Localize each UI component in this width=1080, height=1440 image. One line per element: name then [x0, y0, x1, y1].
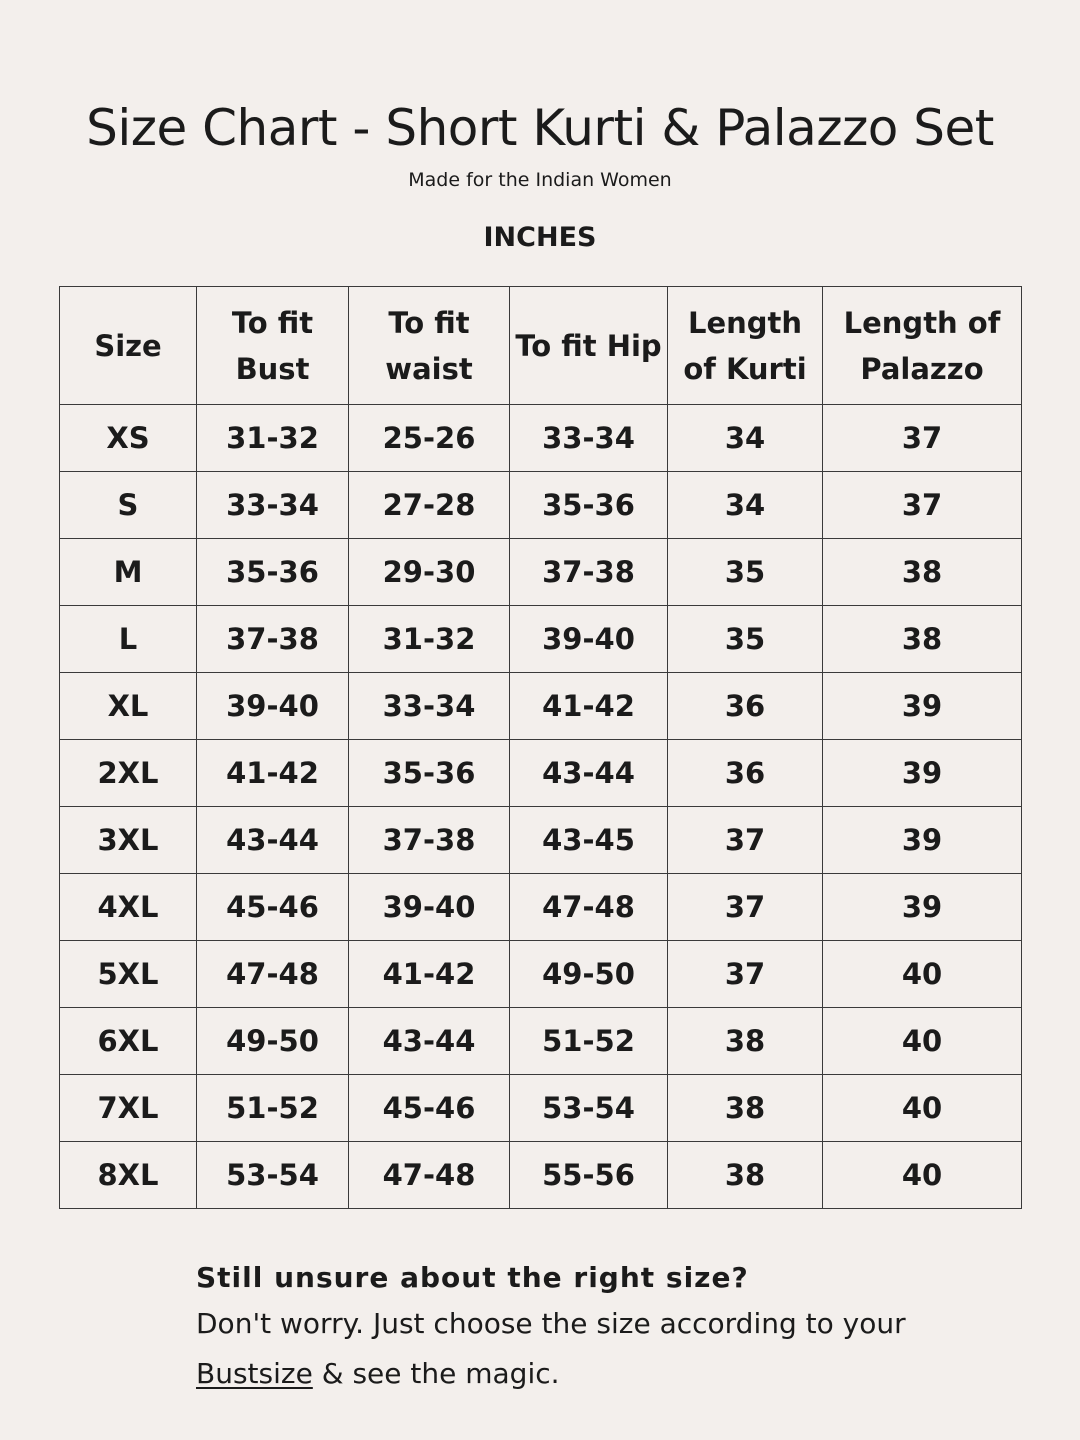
cell-kurti-length: 35 — [668, 606, 823, 673]
cell-palazzo-length: 39 — [823, 807, 1022, 874]
column-header-kurti-length: Length of Kurti — [668, 287, 823, 405]
size-help-note — [196, 1258, 1016, 1398]
cell-waist: 39-40 — [349, 874, 510, 941]
table-row — [60, 1142, 1022, 1209]
cell-waist: 33-34 — [349, 673, 510, 740]
cell-bust: 41-42 — [197, 740, 349, 807]
table-row — [60, 807, 1022, 874]
header-row — [60, 287, 1022, 405]
cell-bust: 39-40 — [197, 673, 349, 740]
table-row — [60, 740, 1022, 807]
cell-kurti-length: 38 — [668, 1008, 823, 1075]
cell-palazzo-length: 40 — [823, 1142, 1022, 1209]
column-header-size: Size — [60, 287, 197, 405]
cell-hip: 47-48 — [510, 874, 668, 941]
cell-size: XS — [60, 405, 197, 472]
cell-palazzo-length: 40 — [823, 1075, 1022, 1142]
table-row — [60, 673, 1022, 740]
cell-palazzo-length: 39 — [823, 673, 1022, 740]
cell-size: 6XL — [60, 1008, 197, 1075]
cell-kurti-length: 38 — [668, 1142, 823, 1209]
cell-hip: 43-44 — [510, 740, 668, 807]
column-header-bust: To fit Bust — [197, 287, 349, 405]
cell-kurti-length: 34 — [668, 472, 823, 539]
cell-hip: 55-56 — [510, 1142, 668, 1209]
cell-palazzo-length: 37 — [823, 405, 1022, 472]
cell-palazzo-length: 40 — [823, 941, 1022, 1008]
cell-waist: 47-48 — [349, 1142, 510, 1209]
table-body — [60, 405, 1022, 1209]
column-header-palazzo-length: Length of Palazzo — [823, 287, 1022, 405]
cell-bust: 37-38 — [197, 606, 349, 673]
table-row — [60, 405, 1022, 472]
bustsize-link[interactable]: Bustsize — [196, 1357, 313, 1390]
cell-bust: 53-54 — [197, 1142, 349, 1209]
table-row — [60, 539, 1022, 606]
cell-hip: 49-50 — [510, 941, 668, 1008]
cell-size: 3XL — [60, 807, 197, 874]
cell-kurti-length: 37 — [668, 874, 823, 941]
help-text-line-2 — [196, 1350, 1016, 1398]
cell-size: S — [60, 472, 197, 539]
cell-kurti-length: 37 — [668, 941, 823, 1008]
table-row — [60, 606, 1022, 673]
cell-size: L — [60, 606, 197, 673]
help-text-rest: & see the magic. — [312, 1357, 560, 1390]
unit-label: INCHES — [483, 222, 597, 253]
cell-kurti-length: 36 — [668, 673, 823, 740]
cell-size: 4XL — [60, 874, 197, 941]
cell-kurti-length: 35 — [668, 539, 823, 606]
cell-waist: 37-38 — [349, 807, 510, 874]
cell-waist: 43-44 — [349, 1008, 510, 1075]
cell-bust: 49-50 — [197, 1008, 349, 1075]
cell-bust: 51-52 — [197, 1075, 349, 1142]
cell-hip: 33-34 — [510, 405, 668, 472]
cell-waist: 25-26 — [349, 405, 510, 472]
cell-kurti-length: 37 — [668, 807, 823, 874]
cell-palazzo-length: 38 — [823, 539, 1022, 606]
cell-kurti-length: 38 — [668, 1075, 823, 1142]
cell-size: 8XL — [60, 1142, 197, 1209]
cell-hip: 39-40 — [510, 606, 668, 673]
table-header — [60, 287, 1022, 405]
cell-bust: 45-46 — [197, 874, 349, 941]
table-row — [60, 941, 1022, 1008]
cell-bust: 43-44 — [197, 807, 349, 874]
cell-palazzo-length: 38 — [823, 606, 1022, 673]
cell-waist: 41-42 — [349, 941, 510, 1008]
cell-size: 5XL — [60, 941, 197, 1008]
cell-size: M — [60, 539, 197, 606]
cell-kurti-length: 34 — [668, 405, 823, 472]
cell-size: 7XL — [60, 1075, 197, 1142]
cell-hip: 37-38 — [510, 539, 668, 606]
cell-hip: 53-54 — [510, 1075, 668, 1142]
table-row — [60, 1008, 1022, 1075]
page-title: Size Chart - Short Kurti & Palazzo Set — [86, 99, 994, 157]
table-row — [60, 1075, 1022, 1142]
cell-waist: 35-36 — [349, 740, 510, 807]
cell-size: 2XL — [60, 740, 197, 807]
help-text-line: Don't worry. Just choose the size according to your — [196, 1307, 906, 1340]
cell-waist: 27-28 — [349, 472, 510, 539]
cell-waist: 29-30 — [349, 539, 510, 606]
column-header-waist: To fit waist — [349, 287, 510, 405]
table-row — [60, 472, 1022, 539]
cell-palazzo-length: 39 — [823, 740, 1022, 807]
cell-hip: 43-45 — [510, 807, 668, 874]
column-header-hip: To fit Hip — [510, 287, 668, 405]
cell-hip: 41-42 — [510, 673, 668, 740]
cell-bust: 47-48 — [197, 941, 349, 1008]
cell-bust: 31-32 — [197, 405, 349, 472]
page-subtitle: Made for the Indian Women — [408, 169, 672, 191]
cell-waist: 45-46 — [349, 1075, 510, 1142]
table-row — [60, 874, 1022, 941]
cell-kurti-length: 36 — [668, 740, 823, 807]
cell-palazzo-length: 37 — [823, 472, 1022, 539]
cell-bust: 35-36 — [197, 539, 349, 606]
cell-bust: 33-34 — [197, 472, 349, 539]
size-chart-table — [59, 286, 1022, 1209]
cell-waist: 31-32 — [349, 606, 510, 673]
cell-hip: 51-52 — [510, 1008, 668, 1075]
help-heading: Still unsure about the right size? — [196, 1261, 749, 1294]
cell-size: XL — [60, 673, 197, 740]
cell-palazzo-length: 40 — [823, 1008, 1022, 1075]
cell-palazzo-length: 39 — [823, 874, 1022, 941]
cell-hip: 35-36 — [510, 472, 668, 539]
